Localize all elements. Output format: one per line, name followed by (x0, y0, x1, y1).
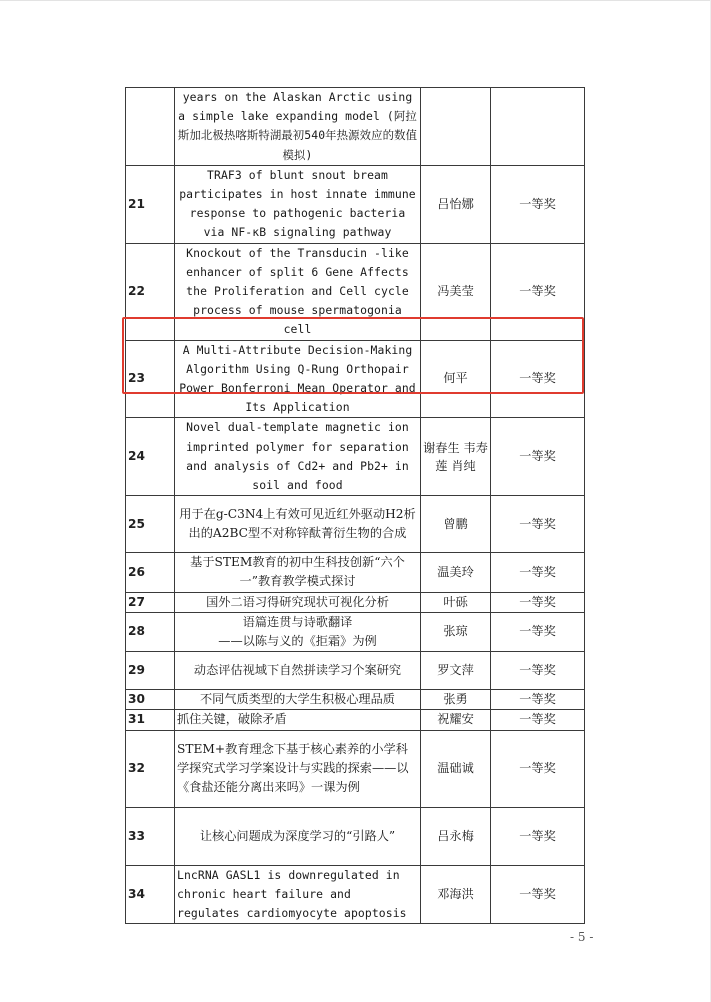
author-name: 温础诚 (421, 730, 491, 807)
author-name: 吕永梅 (421, 807, 491, 865)
prize-level: 一等奖 (491, 496, 585, 553)
prize-level: 一等奖 (491, 730, 585, 807)
prize-level: 一等奖 (491, 807, 585, 865)
row-number: 34 (126, 865, 175, 924)
prize-level: 一等奖 (491, 865, 585, 924)
prize-level: 一等奖 (491, 612, 585, 651)
row-number: 25 (126, 496, 175, 553)
page-number: - 5 - (570, 930, 594, 944)
paper-title: LncRNA GASL1 is downregulated in chronic heart failure and regulates cardiomyocyte apoptosis (175, 865, 421, 924)
author-name: 何平 (421, 340, 491, 418)
prize-level: 一等奖 (491, 652, 585, 690)
row-number: 31 (126, 710, 175, 730)
paper-title: 基于STEM教育的初中生科技创新“六个一”教育教学模式探讨 (175, 553, 421, 592)
paper-title: 国外二语习得研究现状可视化分析 (175, 592, 421, 612)
table-row (126, 496, 585, 553)
table-row (126, 418, 585, 496)
prize-level: 一等奖 (491, 553, 585, 592)
row-number: 22 (126, 243, 175, 340)
page-edge-top (0, 0, 711, 1)
table-row (126, 612, 585, 651)
table-row (126, 710, 585, 730)
paper-title: 抓住关键，破除矛盾 (175, 710, 421, 730)
row-number (126, 88, 175, 166)
row-number: 30 (126, 690, 175, 710)
prize-level (491, 88, 585, 166)
awards-table (125, 87, 585, 924)
prize-level: 一等奖 (491, 340, 585, 418)
prize-level: 一等奖 (491, 690, 585, 710)
author-name: 叶砾 (421, 592, 491, 612)
author-name: 谢春生 韦寿莲 肖纯 (421, 418, 491, 496)
paper-title-line: 语篇连贯与诗歌翻译 (242, 614, 353, 629)
row-number: 26 (126, 553, 175, 592)
prize-level: 一等奖 (491, 165, 585, 243)
table-row (126, 807, 585, 865)
paper-title (175, 612, 421, 651)
paper-title: Novel dual-template magnetic ion imprinted polymer for separation and analysis of Cd2+ and Pb2+ in soil and food (175, 418, 421, 496)
row-number: 21 (126, 165, 175, 243)
table-row (126, 165, 585, 243)
paper-title: 用于在g-C3N4上有效可见近红外驱动H2析出的A2BC型不对称锌酞菁衍生物的合成 (175, 496, 421, 553)
paper-title: 让核心问题成为深度学习的“引路人” (175, 807, 421, 865)
table-row (126, 730, 585, 807)
row-number: 27 (126, 592, 175, 612)
author-name: 罗文萍 (421, 652, 491, 690)
author-name: 张勇 (421, 690, 491, 710)
paper-title: TRAF3 of blunt snout bream participates in host innate immune response to pathogenic bacteria via NF-κB signaling pathway (175, 165, 421, 243)
row-number: 32 (126, 730, 175, 807)
row-number: 29 (126, 652, 175, 690)
red-highlight-box (122, 317, 584, 394)
prize-level: 一等奖 (491, 710, 585, 730)
prize-level: 一等奖 (491, 243, 585, 340)
paper-title: STEM+教育理念下基于核心素养的小学科学探究式学习学案设计与实践的探索——以《食盐还能分离出来吗》一课为例 (175, 730, 421, 807)
prize-level: 一等奖 (491, 418, 585, 496)
author-name: 曾鹏 (421, 496, 491, 553)
prize-level: 一等奖 (491, 592, 585, 612)
author-name (421, 88, 491, 166)
paper-title: 不同气质类型的大学生积极心理品质 (175, 690, 421, 710)
paper-title: years on the Alaskan Arctic using a simple lake expanding model (阿拉斯加北极热喀斯特湖最初540年热源效应的数值模拟) (175, 88, 421, 166)
row-number: 28 (126, 612, 175, 651)
author-name: 吕怡娜 (421, 165, 491, 243)
row-number: 23 (126, 340, 175, 418)
author-name: 祝耀安 (421, 710, 491, 730)
paper-title: A Multi-Attribute Decision-Making Algorithm Using Q-Rung Orthopair Power Bonferroni Mean Operator and Its Application (175, 340, 421, 418)
author-name: 张琼 (421, 612, 491, 651)
paper-subtitle-line: ——以陈与义的《拒霜》为例 (218, 634, 377, 649)
table-row (126, 88, 585, 166)
paper-title: Knockout of the Transducin -like enhancer of split 6 Gene Affects the Proliferation and Cell cycle process of mouse spermatogonia cell (175, 243, 421, 340)
row-number: 33 (126, 807, 175, 865)
author-name: 冯美莹 (421, 243, 491, 340)
author-name: 邓海洪 (421, 865, 491, 924)
table-row (126, 592, 585, 612)
table-row (126, 652, 585, 690)
paper-title: 动态评估视域下自然拼读学习个案研究 (175, 652, 421, 690)
table-row (126, 553, 585, 592)
author-name: 温美玲 (421, 553, 491, 592)
table-row (126, 865, 585, 924)
table-row (126, 690, 585, 710)
row-number: 24 (126, 418, 175, 496)
